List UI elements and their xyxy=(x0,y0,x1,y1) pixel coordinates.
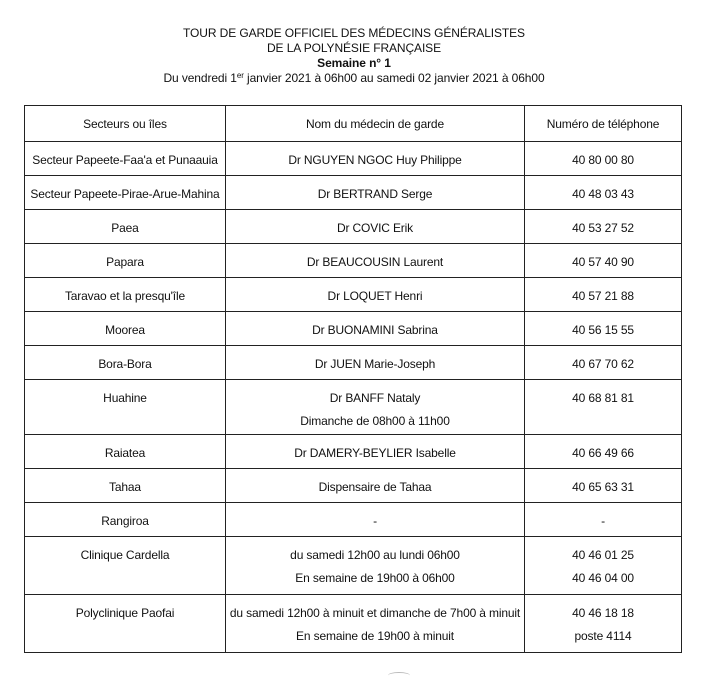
sector-cell: Secteur Papeete-Pirae-Arue-Mahina xyxy=(25,176,226,210)
sector-cell: Papara xyxy=(25,244,226,278)
phone-cell xyxy=(525,469,682,503)
doctor-cell xyxy=(226,278,525,312)
sector-cell: Taravao et la presqu'île xyxy=(25,278,226,312)
scan-artifact xyxy=(388,672,410,679)
doctor-cell xyxy=(226,595,525,653)
doctor-line: du samedi 12h00 au lundi 06h00 xyxy=(290,548,460,562)
document-header xyxy=(0,26,708,86)
phone-cell xyxy=(525,346,682,380)
sector-cell: Paea xyxy=(25,210,226,244)
doctor-cell xyxy=(226,537,525,595)
doctor-cell xyxy=(226,210,525,244)
table-row xyxy=(25,435,682,469)
doctor-line: Dr DAMERY-BEYLIER Isabelle xyxy=(294,446,456,460)
phone-line: 40 66 49 66 xyxy=(572,446,634,460)
phone-cell xyxy=(525,595,682,653)
doctor-line: - xyxy=(373,514,377,528)
table-row xyxy=(25,469,682,503)
table-row xyxy=(25,595,682,653)
period-start: Du vendredi 1 xyxy=(163,71,237,85)
phone-line: 40 56 15 55 xyxy=(572,323,634,337)
doctor-cell xyxy=(226,176,525,210)
phone-cell xyxy=(525,210,682,244)
phone-cell xyxy=(525,435,682,469)
column-header-sector: Secteurs ou îles xyxy=(25,106,226,142)
doctor-cell xyxy=(226,346,525,380)
phone-line: 40 68 81 81 xyxy=(572,391,634,405)
phone-cell xyxy=(525,380,682,435)
phone-line: 40 46 18 18 xyxy=(572,606,634,620)
sector-cell: Huahine xyxy=(25,380,226,435)
phone-line: poste 4114 xyxy=(574,629,632,643)
header-title-line1: TOUR DE GARDE OFFICIEL DES MÉDECINS GÉNÉRALISTES xyxy=(183,26,525,40)
doctor-cell xyxy=(226,503,525,537)
doctor-line: du samedi 12h00 à minuit et dimanche de 7h00 à minuit xyxy=(229,606,521,620)
phone-line: 40 67 70 62 xyxy=(572,357,634,371)
phone-line: 40 80 00 80 xyxy=(572,153,634,167)
doctor-line: En semaine de 19h00 à minuit xyxy=(296,629,454,643)
phone-cell xyxy=(525,278,682,312)
doctor-line: Dr JUEN Marie-Joseph xyxy=(314,357,436,371)
table-row xyxy=(25,278,682,312)
phone-line: 40 48 03 43 xyxy=(572,187,634,201)
sector-cell: Tahaa xyxy=(25,469,226,503)
phone-line: 40 46 01 25 xyxy=(572,548,634,562)
column-header-doctor: Nom du médecin de garde xyxy=(226,106,525,142)
sector-cell: Polyclinique Paofai xyxy=(25,595,226,653)
sector-cell: Secteur Papeete-Faa'a et Punaauia xyxy=(25,142,226,176)
table-row xyxy=(25,210,682,244)
column-header-phone: Numéro de téléphone xyxy=(525,106,682,142)
table-row xyxy=(25,312,682,346)
doctor-line: Dr COVIC Erik xyxy=(336,221,414,235)
doctor-line: Dimanche de 08h00 à 11h00 xyxy=(300,414,450,428)
period-line xyxy=(0,71,708,86)
phone-line: 40 53 27 52 xyxy=(572,221,634,235)
doctor-cell xyxy=(226,435,525,469)
doctor-cell xyxy=(226,244,525,278)
on-call-table xyxy=(24,105,682,653)
doctor-line: Dr LOQUET Henri xyxy=(327,289,423,303)
doctor-line: Dr BERTRAND Serge xyxy=(317,187,433,201)
phone-line: - xyxy=(601,514,605,528)
table-row xyxy=(25,380,682,435)
phone-cell xyxy=(525,312,682,346)
doctor-cell xyxy=(226,142,525,176)
phone-line: 40 57 40 90 xyxy=(572,255,634,269)
table-header-row xyxy=(25,106,682,142)
doctor-line: Dr NGUYEN NGOC Huy Philippe xyxy=(288,153,462,167)
table-row xyxy=(25,503,682,537)
doctor-line: Dr BUONAMINI Sabrina xyxy=(312,323,438,337)
period-superscript: er xyxy=(236,71,244,80)
doctor-line: En semaine de 19h00 à 06h00 xyxy=(295,571,455,585)
sector-cell: Raiatea xyxy=(25,435,226,469)
doctor-cell xyxy=(226,469,525,503)
phone-line: 40 57 21 88 xyxy=(572,289,634,303)
table-row xyxy=(25,346,682,380)
table-row xyxy=(25,142,682,176)
table-row xyxy=(25,176,682,210)
table-row xyxy=(25,244,682,278)
sector-cell: Moorea xyxy=(25,312,226,346)
week-number: Semaine n° 1 xyxy=(317,56,391,70)
doctor-line: Dispensaire de Tahaa xyxy=(318,480,432,494)
doctor-cell xyxy=(226,380,525,435)
phone-cell xyxy=(525,142,682,176)
period-end: janvier 2021 à 06h00 au samedi 02 janvier 2021 à 06h00 xyxy=(243,71,545,85)
sector-cell: Bora-Bora xyxy=(25,346,226,380)
sector-cell: Rangiroa xyxy=(25,503,226,537)
sector-cell: Clinique Cardella xyxy=(25,537,226,595)
phone-line: 40 65 63 31 xyxy=(572,480,634,494)
phone-line: 40 46 04 00 xyxy=(572,571,634,585)
phone-cell xyxy=(525,503,682,537)
doctor-cell xyxy=(226,312,525,346)
header-title-line2: DE LA POLYNÉSIE FRANÇAISE xyxy=(266,41,441,55)
doctor-line: Dr BEAUCOUSIN Laurent xyxy=(306,255,444,269)
table-row xyxy=(25,537,682,595)
doctor-line: Dr BANFF Nataly xyxy=(329,391,421,405)
phone-cell xyxy=(525,537,682,595)
phone-cell xyxy=(525,176,682,210)
phone-cell xyxy=(525,244,682,278)
